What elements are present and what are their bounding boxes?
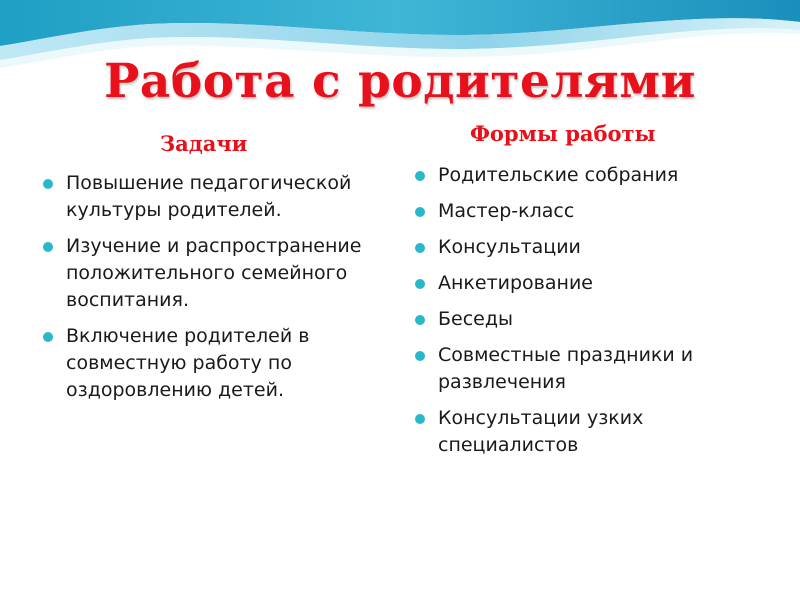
bullet-icon bbox=[415, 414, 425, 424]
list-item bbox=[410, 270, 770, 297]
bullet-icon bbox=[43, 332, 53, 342]
bullet-icon bbox=[43, 242, 53, 252]
list-item-text: Родительские собрания bbox=[438, 164, 679, 186]
tasks-list bbox=[38, 170, 393, 413]
bullet-icon bbox=[415, 243, 425, 253]
bullet-icon bbox=[43, 179, 53, 189]
list-item bbox=[38, 233, 393, 314]
list-item-text: Консультации bbox=[438, 236, 581, 258]
list-item-text: Консультации узких специалистов bbox=[438, 407, 644, 456]
forms-list bbox=[410, 162, 770, 468]
list-item-text: Беседы bbox=[438, 308, 513, 330]
list-item-text: Изучение и распространение положительного семейного воспитания. bbox=[66, 235, 362, 311]
list-item-text: Включение родителей в совместную работу по оздоровлению детей. bbox=[66, 325, 310, 401]
tasks-heading: Задачи bbox=[160, 131, 248, 156]
list-item bbox=[38, 323, 393, 404]
list-item bbox=[410, 306, 770, 333]
bullet-icon bbox=[415, 279, 425, 289]
bullet-icon bbox=[415, 351, 425, 361]
list-item bbox=[410, 162, 770, 189]
list-item-text: Повышение педагогической культуры родителей. bbox=[66, 172, 352, 221]
list-item bbox=[410, 342, 770, 396]
bullet-icon bbox=[415, 207, 425, 217]
forms-heading: Формы работы bbox=[470, 121, 656, 146]
bullet-icon bbox=[415, 171, 425, 181]
list-item-text: Совместные праздники и развлечения bbox=[438, 344, 694, 393]
list-item-text: Анкетирование bbox=[438, 272, 593, 294]
list-item bbox=[410, 405, 770, 459]
list-item bbox=[38, 170, 393, 224]
bullet-icon bbox=[415, 315, 425, 325]
list-item bbox=[410, 234, 770, 261]
list-item-text: Мастер-класс bbox=[438, 200, 575, 222]
list-item bbox=[410, 198, 770, 225]
slide-title: Работа с родителями bbox=[104, 54, 696, 109]
